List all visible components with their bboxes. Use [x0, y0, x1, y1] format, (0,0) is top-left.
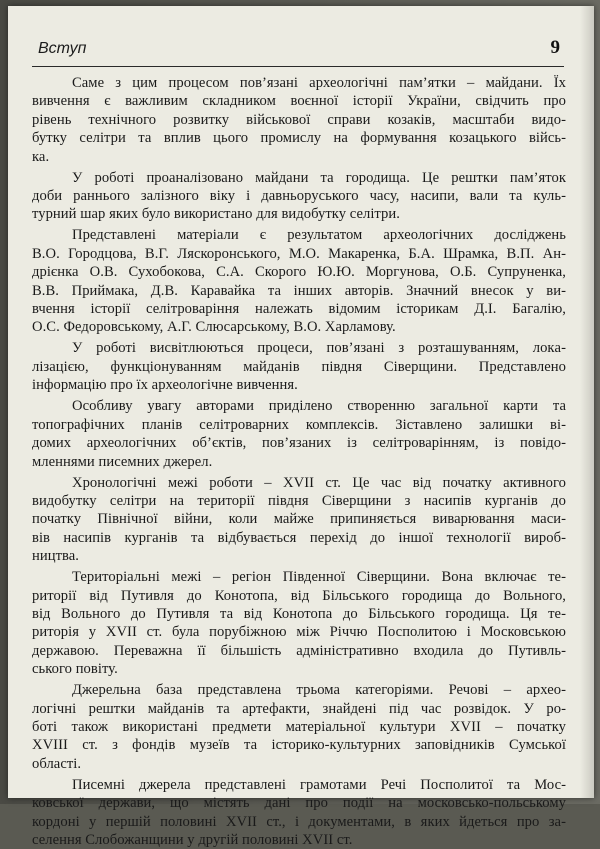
paragraph: [32, 776, 566, 849]
text-line: О.С. Федоровському, А.Г. Слюсарському, В.О. Харламову.: [32, 319, 396, 336]
running-header: [32, 36, 564, 67]
text-line: Особливу увагу авторами приділено створенню загальної карти та: [72, 398, 566, 415]
text-line: інформацію про їх археологічне вивчення.: [32, 377, 298, 394]
text-line: вів насипів курганів та відбувається перехід до іншої технології вироб-: [32, 529, 566, 546]
text-line: ництва.: [32, 548, 79, 565]
text-line: У роботі висвітлюються процеси, пов’язані з розташуванням, локa-: [72, 340, 566, 357]
text-line: Представлені матеріали є результатом археологічних досліджень: [72, 227, 566, 244]
text-line: селення Слобожанщини у другій половині XVII ст.: [32, 832, 353, 848]
text-line: логічні рештки майданів та артефакти, знайдені під час розвідок. У ро-: [32, 700, 566, 717]
paragraph: [32, 681, 566, 773]
body-text: [32, 74, 566, 849]
text-line: У роботі проаналізовано майдани та городища. Це рештки пам’яток: [72, 169, 566, 186]
paragraph: [32, 226, 566, 336]
text-line: мленнями писемних джерел.: [32, 453, 213, 470]
text-line: лізацією, функціонуванням майданів півдня Сіверщини. Представлено: [32, 358, 566, 375]
text-line: домих археологічних об’єктів, пов’язаних із селітроварінням, із повідо-: [32, 435, 566, 452]
text-line: державою. Переважна її більшість адміністративно входила до Путивль-: [32, 642, 566, 659]
text-line: кордоні у першій половині XVII ст., і документами, в яких йдеться про за-: [32, 813, 566, 830]
text-line: доби раннього залізного віку і давньоруського часу, насипи, вали та куль-: [32, 188, 566, 205]
text-line: боті також використані предмети матеріальної культури XVII – початку: [32, 718, 566, 735]
text-line: від Вольного до Путивля та від Конотопа до Більського городища. Ця те-: [32, 605, 566, 622]
text-line: ка.: [32, 148, 50, 165]
text-line: XVIII ст. з фондів музеїв та історико-культурних заповідників Сумської: [32, 737, 566, 754]
text-line: ського повіту.: [32, 661, 118, 678]
text-line: Саме з цим процесом пов’язані археологічні пам’ятки – майдани. Їх: [72, 75, 566, 91]
section-title: Вступ: [38, 40, 87, 57]
paragraph: [32, 474, 566, 566]
text-line: видобутку селітри на території півдня Сіверщини з насипів курганів до: [32, 492, 566, 509]
text-line: Джерельна база представлена трьома категоріями. Речові – архео-: [72, 682, 566, 699]
text-line: турний шар яких було використано для видобутку селітри.: [32, 206, 400, 223]
text-line: риторія у XVII ст. була порубіжною між Річчю Посполитою і Московською: [32, 624, 566, 641]
text-line: дрієнка О.В. Сухобокова, С.А. Скорого Ю.Ю. Моргунова, О.Б. Супруненка,: [32, 264, 566, 281]
text-line: Територіальні межі – регіон Південної Сіверщини. Вона включає те-: [72, 569, 566, 586]
text-line: риторії від Путивля до Конотопа, від Більського городища до Вольного,: [32, 587, 566, 604]
text-line: вчення історії селітроваріння належать відомим історикам Д.І. Багалію,: [32, 301, 566, 318]
text-line: ковської держави, що містять дані про події на московсько-польському: [32, 795, 566, 812]
text-line: Писемні джерела представлені грамотами Речі Посполитої та Мос-: [72, 776, 566, 793]
text-line: Хронологічні межі роботи – XVII ст. Це час від початку активного: [72, 474, 566, 491]
text-line: В.О. Городцова, В.Г. Ляскоронського, М.О. Макаренка, Б.А. Шрамка, В.П. Ан-: [32, 245, 566, 262]
text-line: початку Північної війни, коли майже припиняється виварювання маси-: [32, 511, 566, 528]
paragraph: [32, 74, 566, 166]
book-page: [8, 6, 594, 848]
paragraph: [32, 169, 566, 224]
text-line: рівень технічного розвитку військової справи козаків, масштаби видо-: [32, 111, 566, 128]
text-line: вивчення є важливим складником воєнної історії України, свідчить про: [32, 93, 566, 110]
text-line: області.: [32, 755, 82, 772]
paragraph: [32, 397, 566, 471]
paragraph: [32, 568, 566, 678]
text-line: бутку селітри та вплив цього промислу на формування козацького війсь-: [32, 130, 566, 147]
text-line: В.В. Приймака, Д.В. Каравайка та інших авторів. Значний внесок у ви-: [32, 282, 566, 299]
text-line: топографічних планів селітроварних комплексів. Зіставлено залишки ві-: [32, 416, 566, 433]
paragraph: [32, 339, 566, 394]
page-number: 9: [550, 37, 560, 58]
